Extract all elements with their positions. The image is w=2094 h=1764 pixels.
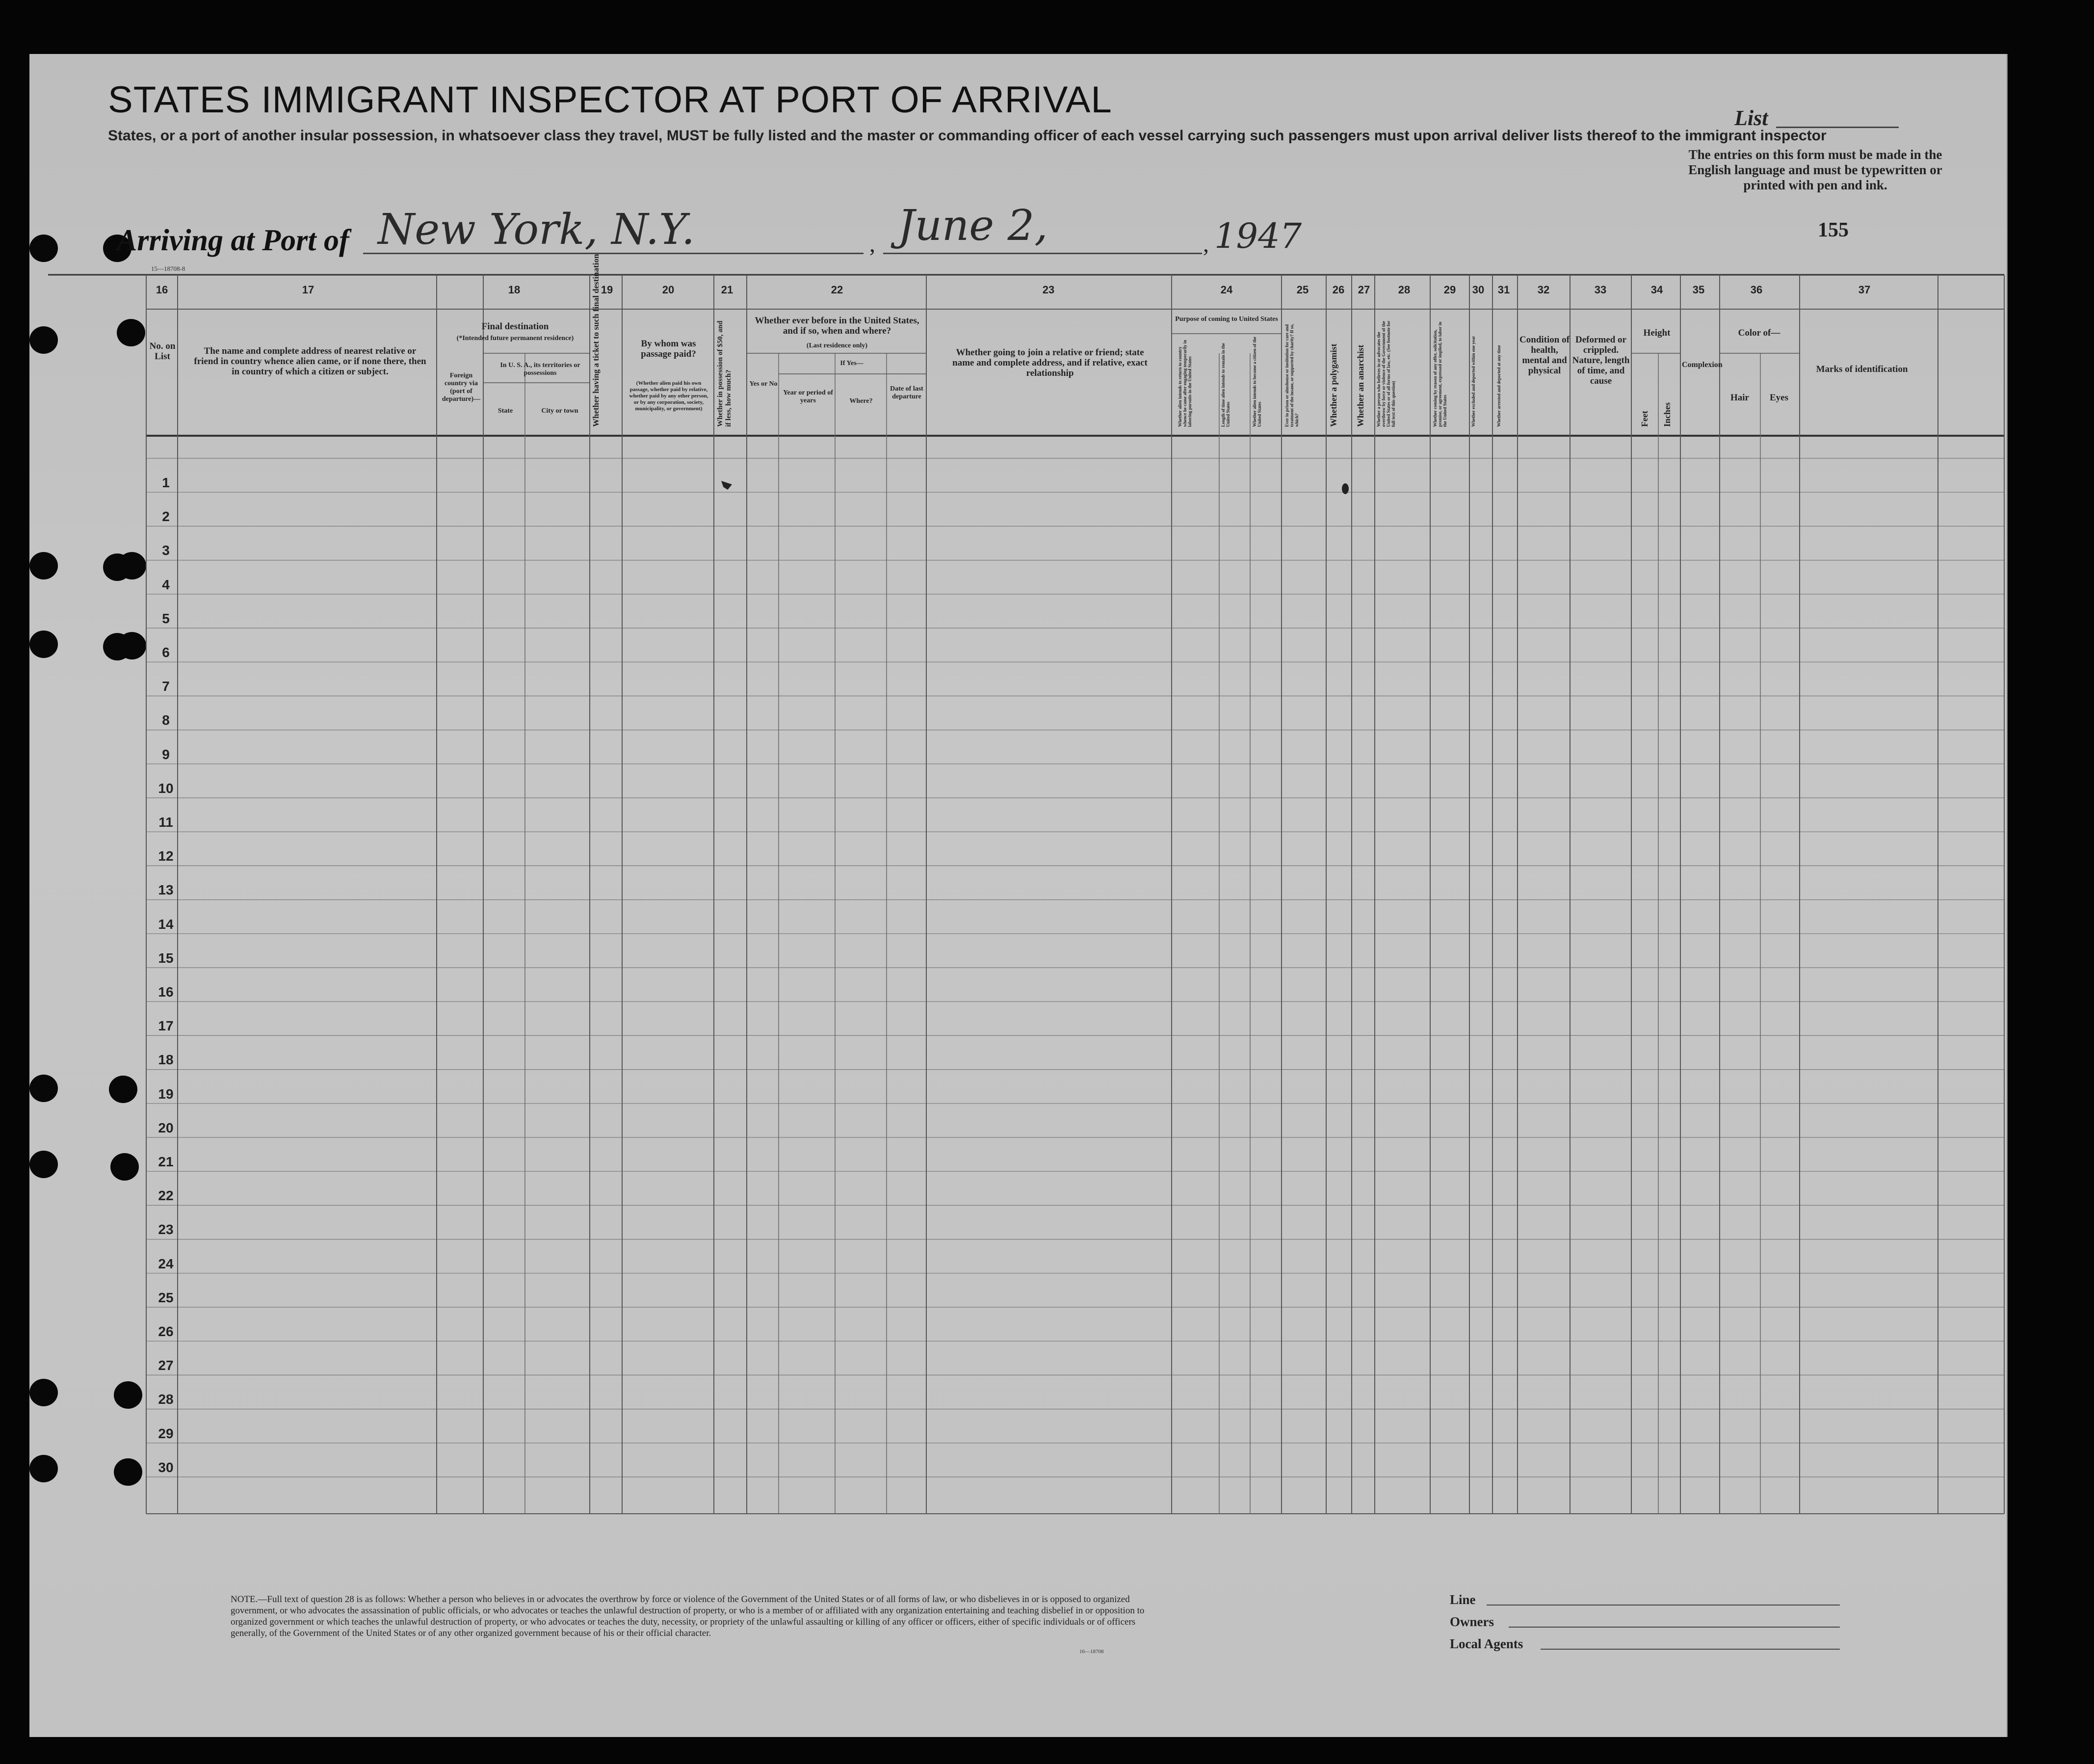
- local-agents-label: Local Agents: [1450, 1636, 1523, 1651]
- line-underline: [1487, 1605, 1840, 1606]
- header-height: Height: [1643, 328, 1671, 338]
- column-number: 35: [1692, 284, 1705, 296]
- row-number: 25: [158, 1290, 174, 1305]
- header-purpose-citizen: Whether alien intends to become a citizen of the United States: [1252, 337, 1262, 427]
- year-field: 1947: [1214, 216, 1302, 256]
- row-number: 20: [158, 1120, 174, 1135]
- row-number: 12: [158, 848, 174, 864]
- header-overthrow: Whether a person who believes in or advocates the overthrow by force or violence of the Government of the United States or of all forms of law, etc. (See footnote for full text of this question): [1376, 320, 1396, 427]
- column-number: 33: [1594, 284, 1607, 296]
- header-passage-note: (Whether alien paid his own passage, whether paid by relative, whether paid by any other person, or by any corporation, society, municipality, or government): [629, 380, 708, 412]
- header-final-destination-note: (*Intended future permanent residence): [456, 335, 574, 342]
- row-number: 26: [158, 1324, 174, 1339]
- form-instructions: The entries on this form must be made in the English language and must be typewritten or printed with pen and ink.: [1688, 147, 1942, 192]
- header-complexion: Complexion: [1682, 361, 1723, 369]
- header-purpose-length: Length of time alien intends to remain in the United States: [1221, 343, 1230, 427]
- column-number: 31: [1497, 284, 1510, 296]
- comma-mark: ,: [869, 231, 875, 257]
- header-ticket: Whether having a ticket to such final destination: [591, 254, 601, 427]
- form-title: STATES IMMIGRANT INSPECTOR AT PORT OF ARRIVAL: [108, 79, 1112, 121]
- header-city: City or town: [541, 407, 578, 415]
- header-date-departure: Date of last departure: [890, 385, 923, 400]
- row-number: 24: [158, 1256, 174, 1271]
- header-purpose: Purpose of coming to United States: [1175, 316, 1278, 323]
- row-number: 1: [162, 475, 170, 490]
- header-passage-paid: By whom was passage paid?: [641, 339, 696, 359]
- header-prison: Ever in prison or almshouse or institution for care and treatment of the insane, or supported by charity? If so, which?: [1284, 324, 1299, 427]
- row-number: 18: [158, 1052, 174, 1068]
- column-number: 28: [1398, 284, 1411, 296]
- column-number: 24: [1220, 284, 1233, 296]
- row-number: 27: [158, 1358, 174, 1373]
- date-handwritten: June 2,: [898, 201, 1048, 250]
- footnote-question-28: NOTE.—Full text of question 28 is as follows: Whether a person who believes in or advocates the overthrow by force or violence of the Government of the United States or of all forms of law, or who disbelieves in or is opposed to organized government, or who advocates the assassination of public officials, or who advocates or teaches the unlawful destruction of property, or who is a member of or affiliated with any organization entertaining and teaching disbelief in or opposition to organized government or which teaches the unlawful destruction of property, or who advocates or teaches the duty, necessity, or propriety of the unlawful assaulting or killing of any officer or officers, either of specific individuals or of officers generally, of the Government of the United States or of any other organized government because of his or their official character.: [231, 1594, 1145, 1638]
- row-number: 22: [158, 1188, 174, 1204]
- row-number: 29: [158, 1425, 174, 1441]
- row-number: 28: [158, 1392, 174, 1407]
- header-deported: Whether arrested and deported at any time: [1496, 345, 1501, 427]
- header-condition-health: Condition of health, mental and physical: [1519, 335, 1570, 376]
- column-number: 36: [1750, 284, 1763, 296]
- form-subtitle: States, or a port of another insular possession, in whatsoever class they travel, MUST be fully listed and the master or commanding officer of each vessel carrying such passengers must upon arrival deliver lists thereof to the immigrant inspector: [108, 128, 1827, 144]
- column-number: 30: [1472, 284, 1485, 296]
- column-number: 20: [662, 284, 675, 296]
- row-number: 16: [158, 984, 174, 1000]
- row-number: 6: [162, 645, 170, 660]
- header-marks: Marks of identification: [1816, 364, 1908, 374]
- line-label: Line: [1450, 1592, 1476, 1607]
- port-handwritten: New York, N.Y.: [378, 205, 695, 254]
- agents-underline: [1541, 1649, 1840, 1650]
- header-eyes: Eyes: [1770, 393, 1788, 403]
- row-number: 21: [158, 1154, 174, 1169]
- header-if-yes: If Yes—: [840, 360, 864, 367]
- row-number: 19: [158, 1086, 174, 1102]
- header-nearest-relative: The name and complete address of nearest relative or friend in country whence alien came, or if none there, then in country of which a citizen or subject.: [194, 346, 426, 377]
- footer-form-code: 16—18708: [1079, 1649, 1104, 1655]
- column-number: 32: [1537, 284, 1550, 296]
- column-number: 22: [831, 284, 843, 296]
- column-number: 23: [1042, 284, 1055, 296]
- row-number: 5: [162, 610, 170, 626]
- header-yes-no: Yes or No: [749, 380, 778, 388]
- row-number: 17: [158, 1018, 174, 1034]
- header-no-on-list: No. on List: [149, 341, 176, 362]
- row-number: 10: [158, 780, 174, 796]
- header-in-usa: In U. S. A., its territories or possessions: [500, 362, 580, 377]
- header-state: State: [497, 407, 513, 415]
- row-number: 8: [162, 712, 170, 728]
- row-number: 13: [158, 882, 174, 898]
- header-hair: Hair: [1730, 393, 1749, 403]
- comma-mark: ,: [1203, 231, 1209, 257]
- column-number: 27: [1358, 284, 1370, 296]
- header-inches: Inches: [1662, 402, 1672, 427]
- owners-label: Owners: [1450, 1614, 1494, 1629]
- row-number: 14: [158, 916, 174, 932]
- header-feet: Feet: [1640, 411, 1649, 427]
- list-label: List: [1734, 106, 1768, 130]
- column-number: 21: [721, 284, 733, 296]
- header-color-of: Color of—: [1738, 328, 1780, 338]
- header-join-relative: Whether going to join a relative or friend; state name and complete address, and if relative, exact relationship: [952, 347, 1148, 378]
- ink-mark: [1342, 483, 1349, 494]
- header-fifty-dollars: Whether in possession of $50, and if less, how much?: [716, 320, 733, 427]
- form-number: 15—18708-8: [151, 265, 185, 272]
- header-last-residence: (Last residence only): [806, 342, 868, 349]
- column-number: 16: [156, 284, 168, 296]
- header-purpose-return: Whether alien intends to return to country whence he came after engaging temporarily in laboring pursuits in the United States: [1178, 340, 1192, 427]
- column-number: 37: [1858, 284, 1871, 296]
- row-number: 3: [162, 543, 170, 558]
- page-number: 155: [1818, 219, 1849, 241]
- row-number: 15: [158, 950, 174, 966]
- column-number: 25: [1296, 284, 1309, 296]
- header-final-destination: Final destination: [481, 321, 549, 332]
- row-number: 2: [162, 509, 170, 525]
- row-number: 23: [158, 1222, 174, 1237]
- row-number: 9: [162, 746, 170, 762]
- column-number: 29: [1443, 284, 1456, 296]
- row-number: 30: [158, 1459, 174, 1475]
- header-years: Year or period of years: [783, 389, 833, 404]
- header-labor-offer: Whether coming by reason of any offer, solicitation, promise, or agreement, expressed or implied, to labor in the United States: [1433, 321, 1447, 427]
- header-excluded: Whether excluded and deported within one year: [1471, 336, 1476, 427]
- column-number: 34: [1650, 284, 1663, 296]
- column-number: 17: [302, 284, 314, 296]
- header-polygamist: Whether a polygamist: [1329, 343, 1338, 427]
- header-where: Where?: [849, 397, 873, 405]
- column-number: 19: [601, 284, 613, 296]
- owners-underline: [1509, 1627, 1840, 1628]
- header-foreign-country: Foreign country via (port of departure)—: [442, 372, 481, 403]
- arriving-label: Arriving at Port of: [117, 224, 349, 257]
- header-anarchist: Whether an anarchist: [1356, 344, 1365, 427]
- header-ever-before-us: Whether ever before in the United States, and if so, when and where?: [755, 316, 919, 336]
- column-number: 26: [1332, 284, 1345, 296]
- header-deformed: Deformed or crippled. Nature, length of time, and cause: [1572, 335, 1630, 386]
- row-number: 7: [162, 679, 170, 694]
- row-number: 11: [158, 815, 173, 830]
- row-number: 4: [162, 577, 170, 592]
- column-number: 18: [508, 284, 521, 296]
